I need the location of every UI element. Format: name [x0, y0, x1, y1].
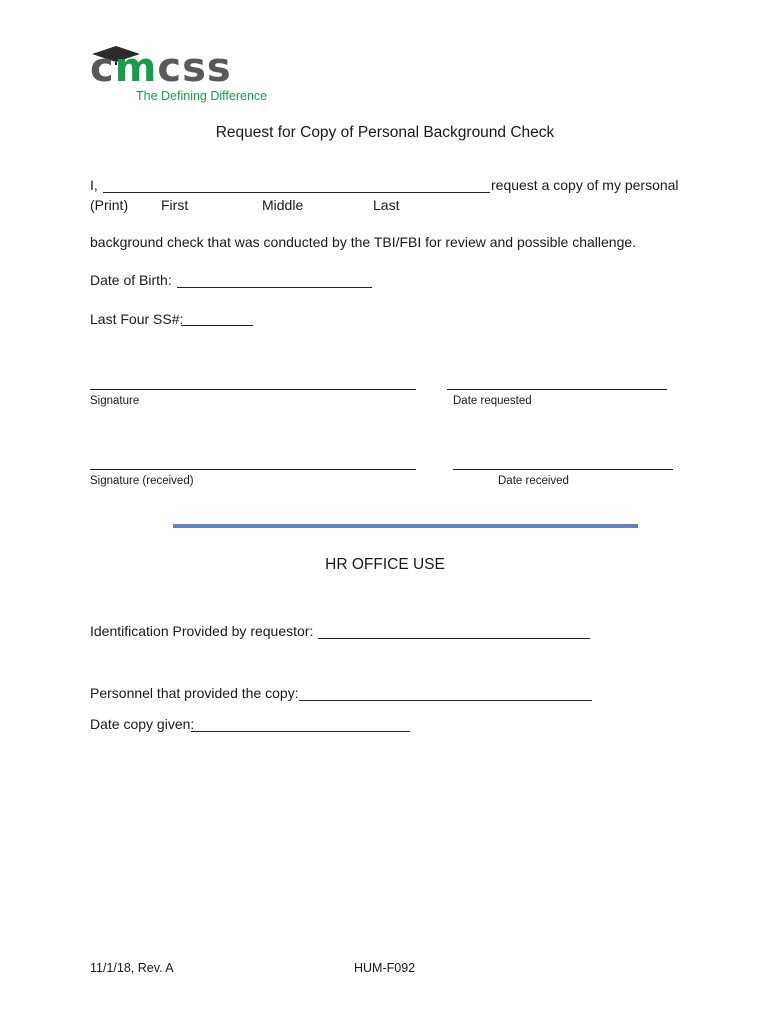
identification-field-line[interactable] [318, 638, 590, 639]
logo-letter-c2: c [157, 45, 183, 91]
signature-label: Signature [90, 395, 140, 407]
personnel-field-line[interactable] [299, 700, 592, 701]
hr-office-use-title: HR OFFICE USE [325, 556, 445, 573]
request-suffix: request a copy of my personal [491, 177, 679, 193]
dob-label: Date of Birth: [90, 272, 172, 288]
middle-name-label: Middle [262, 197, 304, 213]
signature-line[interactable] [90, 389, 416, 390]
date-received-line[interactable] [453, 469, 673, 470]
section-divider [173, 524, 638, 528]
date-requested-label: Date requested [453, 395, 532, 407]
ssn-field-line[interactable] [181, 325, 253, 326]
logo-letters-ss: ss [182, 45, 232, 91]
logo-tagline: The Defining Difference [136, 89, 268, 103]
identification-label: Identification Provided by requestor: [90, 623, 314, 639]
personnel-label: Personnel that provided the copy: [90, 685, 299, 701]
last-name-label: Last [373, 197, 400, 213]
date-received-label: Date received [498, 475, 569, 487]
date-given-field-line[interactable] [191, 731, 410, 732]
logo-wordmark [90, 42, 232, 94]
request-prefix: I, [90, 177, 98, 193]
footer-form-id: HUM-F092 [354, 961, 416, 975]
date-requested-line[interactable] [447, 389, 667, 390]
dob-field-line[interactable] [177, 287, 372, 288]
name-field-line[interactable] [103, 192, 490, 193]
logo-letter-c: c [90, 45, 115, 91]
print-label: (Print) [90, 197, 129, 213]
ssn-label: Last Four SS#: [90, 311, 184, 327]
signature-received-line[interactable] [90, 469, 416, 470]
cmcss-logo [88, 44, 278, 108]
first-name-label: First [161, 197, 189, 213]
signature-received-label: Signature (received) [90, 475, 194, 487]
footer-revision: 11/1/18, Rev. A [90, 961, 174, 975]
form-title: Request for Copy of Personal Background Check [215, 124, 555, 141]
request-continuation: background check that was conducted by the TBI/FBI for review and possible challenge. [90, 234, 637, 250]
logo-letter-m: m [114, 45, 158, 91]
date-given-label: Date copy given: [90, 716, 195, 732]
